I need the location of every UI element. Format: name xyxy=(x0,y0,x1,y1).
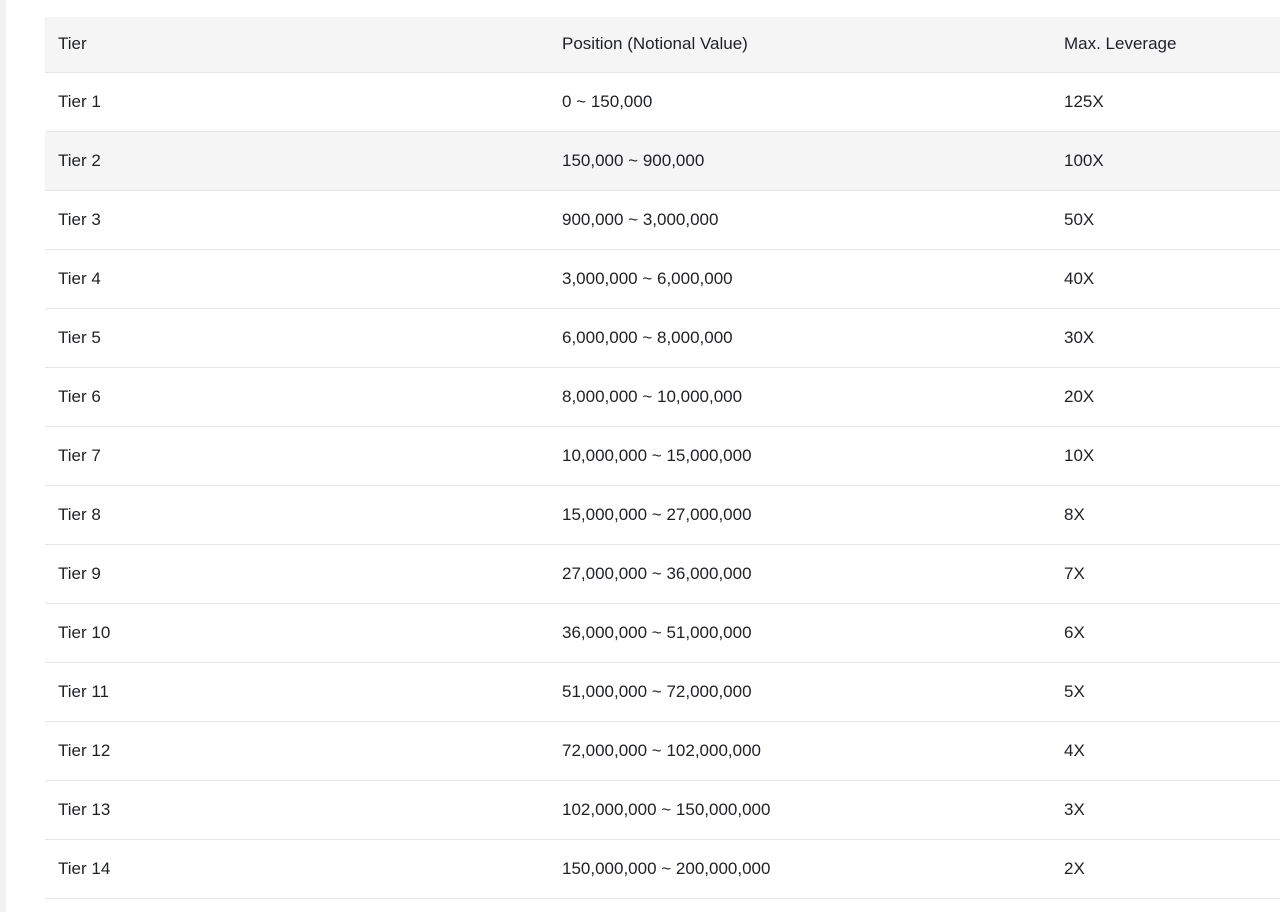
cell-max-leverage: 10X xyxy=(1051,426,1280,485)
table-row[interactable] xyxy=(45,662,1280,721)
cell-tier: Tier 1 xyxy=(45,72,549,131)
table-row[interactable] xyxy=(45,485,1280,544)
cell-position: 36,000,000 ~ 51,000,000 xyxy=(549,603,1051,662)
table-row[interactable] xyxy=(45,426,1280,485)
cell-max-leverage: 30X xyxy=(1051,308,1280,367)
table-row[interactable] xyxy=(45,721,1280,780)
cell-position: 150,000,000 ~ 200,000,000 xyxy=(549,839,1051,898)
cell-tier: Tier 2 xyxy=(45,131,549,190)
cell-position: 0 ~ 150,000 xyxy=(549,72,1051,131)
cell-position: 6,000,000 ~ 8,000,000 xyxy=(549,308,1051,367)
table-row[interactable] xyxy=(45,839,1280,898)
table-row[interactable] xyxy=(45,367,1280,426)
cell-tier: Tier 4 xyxy=(45,249,549,308)
cell-tier: Tier 14 xyxy=(45,839,549,898)
table-row[interactable] xyxy=(45,249,1280,308)
column-header-tier: Tier xyxy=(45,17,549,72)
cell-tier: Tier 3 xyxy=(45,190,549,249)
table-row[interactable] xyxy=(45,72,1280,131)
cell-max-leverage: 4X xyxy=(1051,721,1280,780)
table-row[interactable] xyxy=(45,131,1280,190)
cell-tier: Tier 7 xyxy=(45,426,549,485)
cell-max-leverage: 100X xyxy=(1051,131,1280,190)
cell-max-leverage: 50X xyxy=(1051,190,1280,249)
table-row[interactable] xyxy=(45,603,1280,662)
cell-tier: Tier 11 xyxy=(45,662,549,721)
cell-max-leverage: 125X xyxy=(1051,72,1280,131)
cell-tier: Tier 8 xyxy=(45,485,549,544)
cell-max-leverage: 40X xyxy=(1051,249,1280,308)
cell-max-leverage: 6X xyxy=(1051,603,1280,662)
cell-position: 150,000 ~ 900,000 xyxy=(549,131,1051,190)
cell-max-leverage: 20X xyxy=(1051,367,1280,426)
cell-position: 8,000,000 ~ 10,000,000 xyxy=(549,367,1051,426)
cell-position: 72,000,000 ~ 102,000,000 xyxy=(549,721,1051,780)
cell-max-leverage: 7X xyxy=(1051,544,1280,603)
table-row[interactable] xyxy=(45,190,1280,249)
table-row[interactable] xyxy=(45,780,1280,839)
cell-position: 27,000,000 ~ 36,000,000 xyxy=(549,544,1051,603)
leverage-tier-table-container xyxy=(45,17,1280,899)
cell-position: 3,000,000 ~ 6,000,000 xyxy=(549,249,1051,308)
table-body xyxy=(45,72,1280,898)
cell-tier: Tier 5 xyxy=(45,308,549,367)
cell-tier: Tier 10 xyxy=(45,603,549,662)
cell-tier: Tier 9 xyxy=(45,544,549,603)
leverage-tier-table xyxy=(45,17,1280,899)
column-header-position: Position (Notional Value) xyxy=(549,17,1051,72)
cell-tier: Tier 12 xyxy=(45,721,549,780)
cell-tier: Tier 13 xyxy=(45,780,549,839)
cell-position: 51,000,000 ~ 72,000,000 xyxy=(549,662,1051,721)
table-header xyxy=(45,17,1280,72)
table-row[interactable] xyxy=(45,544,1280,603)
cell-position: 10,000,000 ~ 15,000,000 xyxy=(549,426,1051,485)
cell-max-leverage: 3X xyxy=(1051,780,1280,839)
cell-tier: Tier 6 xyxy=(45,367,549,426)
column-header-max-leverage: Max. Leverage xyxy=(1051,17,1280,72)
cell-position: 15,000,000 ~ 27,000,000 xyxy=(549,485,1051,544)
cell-position: 102,000,000 ~ 150,000,000 xyxy=(549,780,1051,839)
cell-max-leverage: 5X xyxy=(1051,662,1280,721)
table-row[interactable] xyxy=(45,308,1280,367)
cell-max-leverage: 8X xyxy=(1051,485,1280,544)
cell-position: 900,000 ~ 3,000,000 xyxy=(549,190,1051,249)
cell-max-leverage: 2X xyxy=(1051,839,1280,898)
left-edge-strip xyxy=(0,0,6,912)
table-header-row xyxy=(45,17,1280,72)
